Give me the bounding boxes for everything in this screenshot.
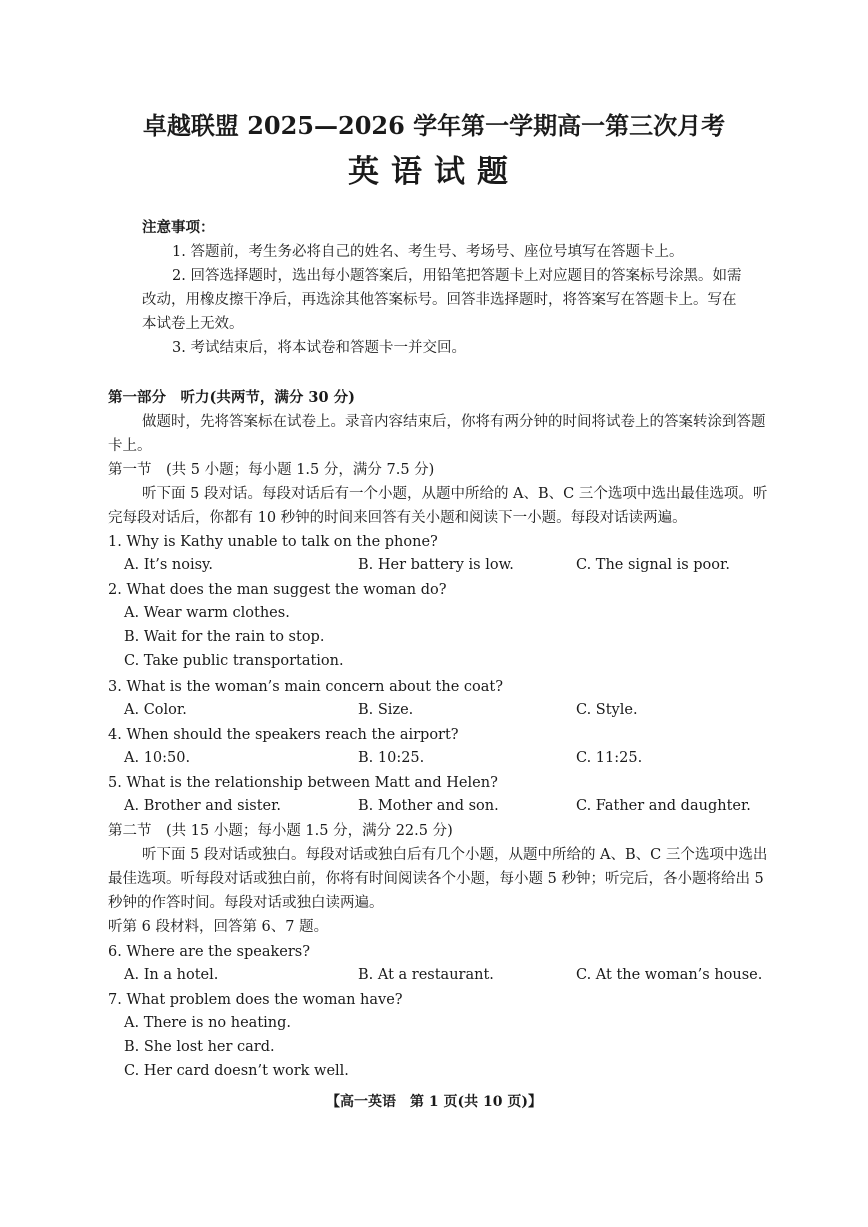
option-2c: C. Take public transportation. (124, 653, 344, 669)
question-4: 4. When should the speakers reach the airport? (108, 727, 459, 743)
option-1b: B. Her battery is low. (358, 557, 514, 573)
question-6: 6. Where are the speakers? (108, 944, 310, 960)
question-2: 2. What does the man suggest the woman do? (108, 582, 447, 598)
option-7c: C. Her card doesn’t work well. (124, 1063, 349, 1079)
exam-title: 卓越联盟 2025—2026 学年第一学期高一第三次月考 (142, 111, 726, 140)
option-5c: C. Father and daughter. (576, 798, 751, 814)
part1-intro: 做题时，先将答案标在试卷上。录音内容结束后，你将有两分钟的时间将试卷上的答案转涂到答题卡上。 (108, 414, 766, 454)
option-5b: B. Mother and son. (358, 798, 499, 814)
question-5: 5. What is the relationship between Matt and Helen? (108, 775, 498, 791)
question-3: 3. What is the woman’s main concern about the coat? (108, 679, 503, 695)
question-7: 7. What problem does the woman have? (108, 992, 403, 1008)
option-1a: A. It’s noisy. (124, 557, 213, 573)
subject-title: 英语试题 (348, 154, 520, 190)
page-footer: 【高一英语 第 1 页(共 10 页)】 (326, 1094, 542, 1110)
option-2a: A. Wear warm clothes. (124, 605, 290, 621)
notice-item: 2. 回答选择题时，选出每小题答案后，用铅笔把答题卡上对应题目的答案标号涂黑。如需改动，用橡皮擦干净后，再选涂其他答案标号。回答非选择题时，将答案写在答题卡上。写在本试卷上无效。 (142, 268, 742, 332)
option-1c: C. The signal is poor. (576, 557, 730, 573)
material-note: 听第 6 段材料，回答第 6、7 题。 (108, 919, 329, 935)
part1-heading: 第一部分 听力(共两节，满分 30 分) (108, 389, 355, 406)
option-4a: A. 10:50. (124, 750, 191, 766)
option-6c: C. At the woman’s house. (576, 967, 763, 983)
notice-heading: 注意事项： (142, 219, 215, 236)
option-2b: B. Wait for the rain to stop. (124, 629, 325, 645)
notice-item: 3. 考试结束后，将本试卷和答题卡一并交回。 (172, 340, 466, 356)
section2-heading: 第二节 (共 15 小题；每小题 1.5 分，满分 22.5 分) (108, 823, 453, 839)
notice-list (142, 240, 742, 360)
option-7a: A. There is no heating. (124, 1015, 292, 1031)
question-1: 1. Why is Kathy unable to talk on the phone? (108, 534, 438, 550)
option-7b: B. She lost her card. (124, 1039, 275, 1055)
option-3c: C. Style. (576, 702, 638, 718)
notice-item: 1. 答题前，考生务必将自己的姓名、考生号、考场号、座位号填写在答题卡上。 (172, 244, 684, 260)
option-4c: C. 11:25. (576, 750, 643, 766)
option-6a: A. In a hotel. (124, 967, 219, 983)
option-4b: B. 10:25. (358, 750, 425, 766)
option-3b: B. Size. (358, 702, 414, 718)
section1-intro: 听下面 5 段对话。每段对话后有一个小题，从题中所给的 A、B、C 三个选项中选出最佳选项。听完每段对话后，你都有 10 秒钟的时间来回答有关小题和阅读下一小题。每段对话读两遍。 (108, 486, 768, 526)
section1-heading: 第一节 (共 5 小题；每小题 1.5 分，满分 7.5 分) (108, 462, 435, 478)
section2-intro: 听下面 5 段对话或独白。每段对话或独白后有几个小题，从题中所给的 A、B、C 三个选项中选出最佳选项。听每段对话或独白前，你将有时间阅读各个小题，每小题 5 秒钟；听完后，各小题将给出 5 秒钟的作答时间。每段对话或独白读两遍。 (108, 847, 768, 911)
option-3a: A. Color. (124, 702, 187, 718)
option-5a: A. Brother and sister. (124, 798, 282, 814)
option-6b: B. At a restaurant. (358, 967, 494, 983)
